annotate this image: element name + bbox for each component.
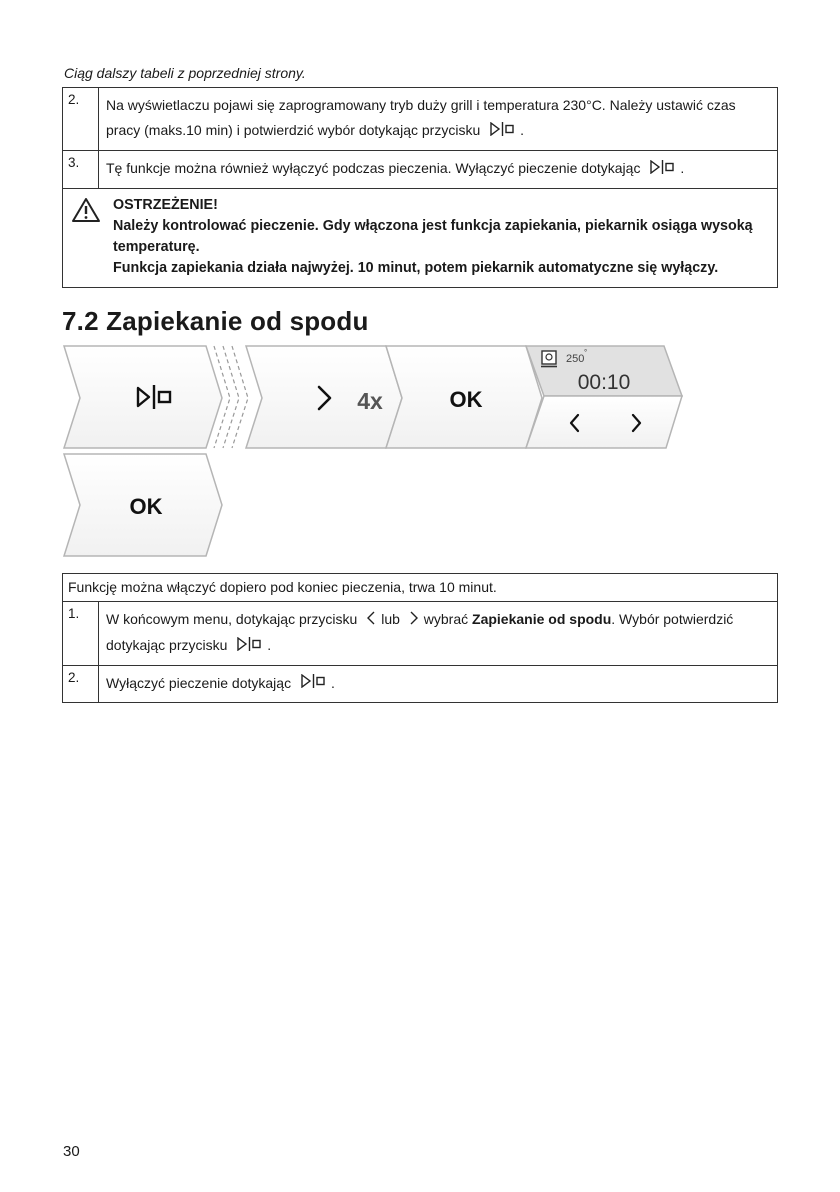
continuation-caption: Ciąg dalszy tabeli z poprzedniej strony. xyxy=(64,65,306,81)
warning-title: OSTRZEŻENIE! xyxy=(113,196,218,213)
row-text-end: . xyxy=(520,122,525,138)
start-stop-icon xyxy=(489,119,515,144)
steps-table-continued xyxy=(62,87,778,288)
row-text-part: Tę funkcje można również wyłączyć podczas pieczenia. Wyłączyć pieczenie dotykając xyxy=(106,159,641,176)
table-row xyxy=(63,150,778,188)
step-next-4x xyxy=(246,346,402,448)
ok-label: OK xyxy=(449,387,483,412)
row-text-part: W końcowym menu, dotykając przycisku xyxy=(106,611,358,627)
step-diagram xyxy=(60,342,690,560)
ok-label: OK xyxy=(129,494,163,519)
warning-cell xyxy=(63,188,778,287)
warning-row xyxy=(63,188,778,287)
chevron-right-icon xyxy=(409,608,419,633)
bottom-heat-icon xyxy=(541,351,557,367)
row-number: 1. xyxy=(63,602,99,666)
start-stop-icon xyxy=(649,157,675,182)
row-number: 2. xyxy=(63,88,99,151)
table-row xyxy=(63,88,778,151)
row-text-part: Na wyświetlaczu pojawi się zaprogramowany tryb duży grill i temperatura 230°C. Należy ustawić czas pracy (maks.10 min) i potwierdzić wybór dotykając przycisku xyxy=(106,97,736,138)
repeat-count-label: 4x xyxy=(357,388,383,414)
display-temperature: 250 xyxy=(566,353,585,365)
row-text-end: . xyxy=(267,636,272,653)
row-number: 2. xyxy=(63,665,99,703)
warning-text-1: Należy kontrolować pieczenie. Gdy włączona jest funkcja zapiekania, piekarnik osiąga wysoką temperaturę. xyxy=(113,217,753,255)
table-row xyxy=(63,602,778,666)
display-time: 00:10 xyxy=(577,371,631,394)
start-stop-icon xyxy=(300,671,326,696)
start-stop-icon xyxy=(236,634,262,659)
row-text-part: Wyłączyć pieczenie dotykając xyxy=(106,674,292,691)
steps-table xyxy=(62,573,778,703)
row-text-part: lub xyxy=(381,611,400,627)
chevron-left-icon xyxy=(366,608,376,633)
warning-triangle-icon xyxy=(71,197,101,226)
row-text xyxy=(99,602,778,666)
page-number: 30 xyxy=(63,1143,80,1160)
row-text-part: . Wybór potwierdzić dotykając przycisku xyxy=(106,611,734,653)
warning-text-2: Funkcja zapiekania działa najwyżej. 10 minut, potem piekarnik automatyczne się wyłączy. xyxy=(113,259,719,276)
section-heading: 7.2 Zapiekanie od spodu xyxy=(62,306,369,336)
row-number: 3. xyxy=(63,150,99,188)
table-row xyxy=(63,665,778,703)
step-ok xyxy=(386,346,542,448)
step-start-stop xyxy=(64,346,222,448)
row-text xyxy=(99,88,778,151)
row-text-end: . xyxy=(330,674,335,691)
row-text xyxy=(99,665,778,703)
step-display xyxy=(526,346,682,448)
row-text-part: wybrać xyxy=(423,611,469,627)
display-degree: ° xyxy=(584,348,588,357)
function-name: Zapiekanie od spodu xyxy=(472,611,612,627)
step-ok-confirm xyxy=(64,454,222,556)
row-text-end: . xyxy=(680,159,685,176)
table-header-row xyxy=(63,574,778,602)
table-header: Funkcję można włączyć dopiero pod koniec pieczenia, trwa 10 minut. xyxy=(63,574,778,602)
row-text xyxy=(99,150,778,188)
